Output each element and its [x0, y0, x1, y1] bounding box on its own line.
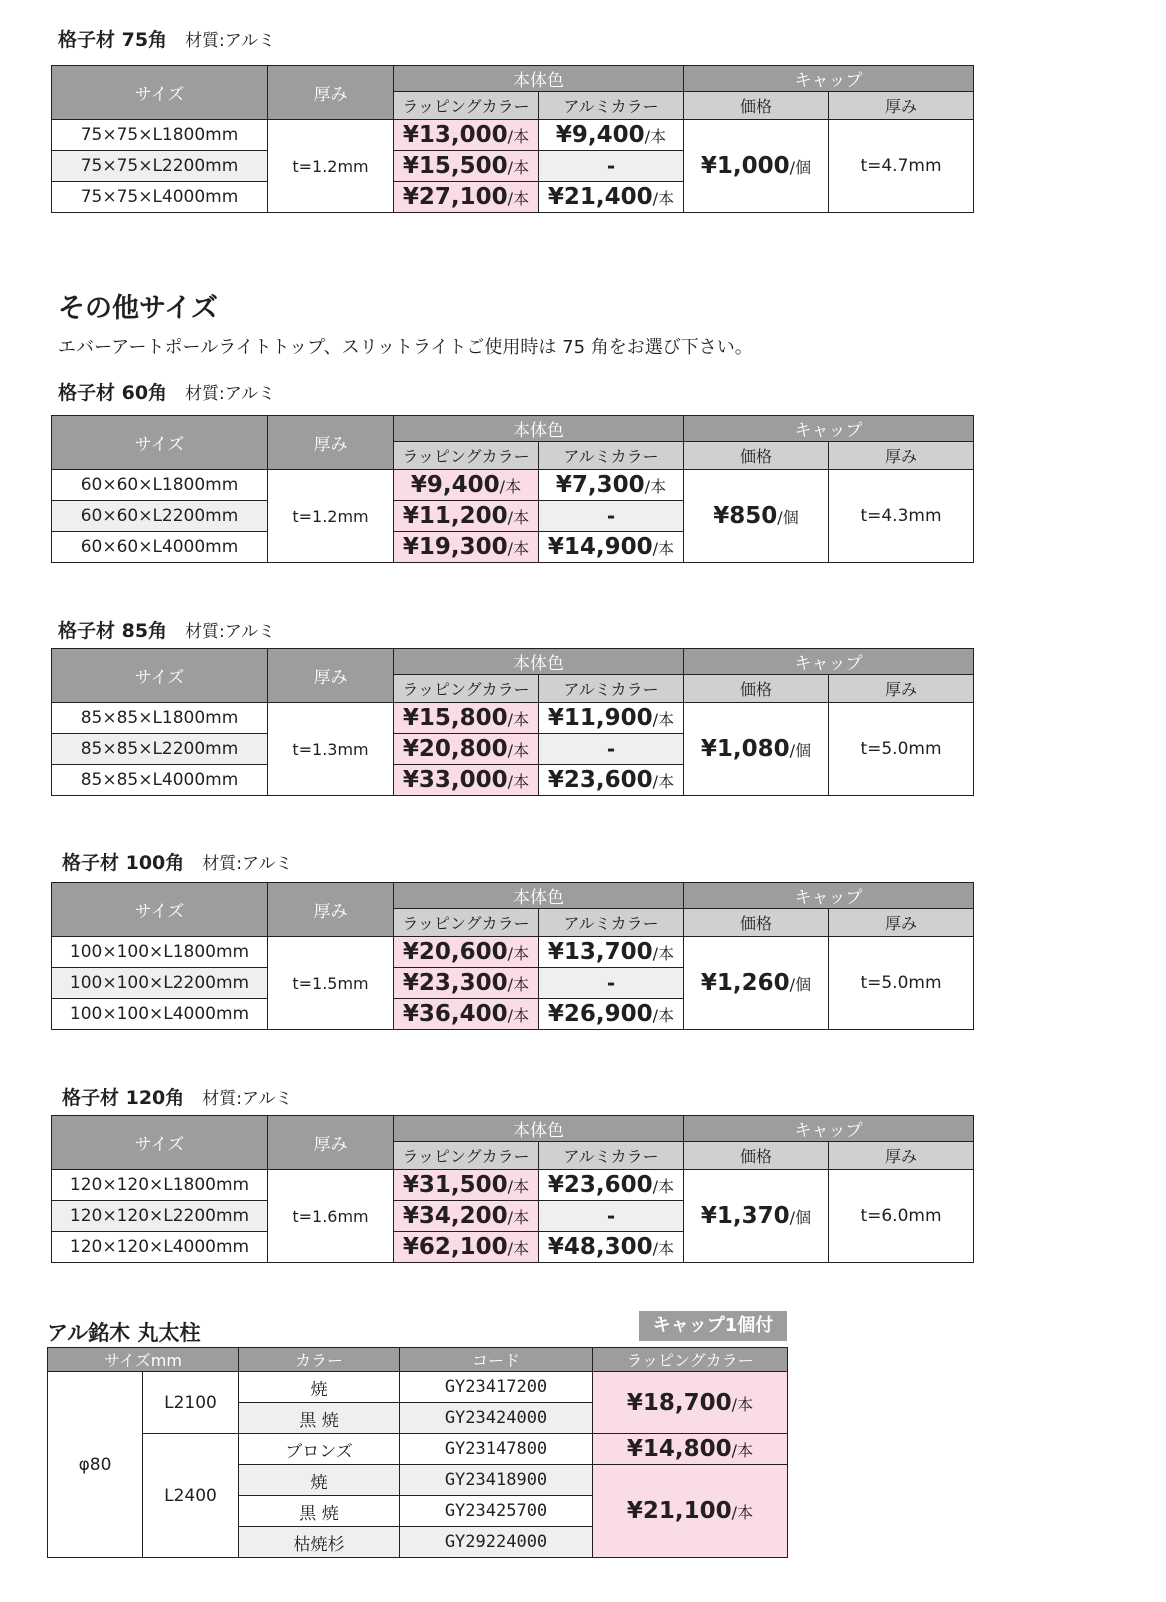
- size-cell: 60×60×L1800mm: [52, 470, 268, 501]
- header-body-color: 本体色: [394, 66, 684, 92]
- size-cell: 85×85×L2200mm: [52, 734, 268, 765]
- price-table: [51, 65, 974, 213]
- header-size: サイズ: [52, 1116, 268, 1170]
- size-cell: 100×100×L1800mm: [52, 937, 268, 968]
- wrapping-price-cell: [394, 734, 539, 765]
- price-unit: /本: [652, 1177, 675, 1196]
- table-row: [52, 1170, 974, 1201]
- wrapping-price: ¥15,500: [402, 153, 508, 179]
- header-size: サイズ: [52, 66, 268, 120]
- aluminum-price-cell: [539, 1170, 684, 1201]
- maruta-color: 枯焼杉: [239, 1527, 400, 1558]
- wrapping-price: ¥34,200: [402, 1203, 508, 1229]
- cap-thickness-cell: t=4.7mm: [829, 120, 974, 213]
- section-material: 材質:アルミ: [202, 854, 293, 874]
- aluminum-price: ¥21,400: [547, 184, 653, 210]
- aluminum-price: -: [606, 1204, 616, 1228]
- header-body-color: 本体色: [394, 883, 684, 909]
- aluminum-price-cell: [539, 765, 684, 796]
- aluminum-price: -: [606, 737, 616, 761]
- price-unit: /本: [507, 508, 530, 527]
- maruta-color: 焼: [239, 1372, 400, 1403]
- price-table: [51, 648, 974, 796]
- section-material: 材質:アルミ: [185, 31, 276, 51]
- maruta-code: GY23418900: [400, 1465, 593, 1496]
- cap-price-cell: [684, 1170, 829, 1263]
- aluminum-price-cell: [539, 1232, 684, 1263]
- other-sizes-note: エバーアートポールライトトップ、スリットライトご使用時は 75 角をお選び下さい。: [58, 337, 753, 358]
- aluminum-price-cell: [539, 470, 684, 501]
- table-row: [52, 120, 974, 151]
- aluminum-price: ¥48,300: [547, 1234, 653, 1260]
- section-title: [62, 848, 292, 875]
- header-cap: キャップ: [684, 66, 974, 92]
- price-unit: /本: [507, 1006, 530, 1025]
- section-title-text: 格子材 120角: [62, 1087, 185, 1109]
- wrapping-price: ¥19,300: [402, 534, 508, 560]
- maruta-header-color: カラー: [239, 1348, 400, 1372]
- header-cap: キャップ: [684, 1116, 974, 1142]
- section-title: [62, 1083, 292, 1110]
- header-size: サイズ: [52, 416, 268, 470]
- cap-thickness-cell: t=4.3mm: [829, 470, 974, 563]
- wrapping-price: ¥31,500: [402, 1172, 508, 1198]
- cap-price-unit: /個: [789, 975, 812, 994]
- price-unit: /本: [507, 741, 530, 760]
- price-unit: /本: [652, 539, 675, 558]
- cap-price-cell: [684, 470, 829, 563]
- thickness-cell: t=1.5mm: [268, 937, 394, 1030]
- cap-price: ¥1,080: [700, 736, 790, 762]
- aluminum-price: -: [606, 971, 616, 995]
- wrapping-price: ¥13,000: [402, 122, 508, 148]
- wrapping-price-cell: [394, 182, 539, 213]
- size-cell: 75×75×L4000mm: [52, 182, 268, 213]
- size-cell: 100×100×L4000mm: [52, 999, 268, 1030]
- header-thickness: 厚み: [268, 1116, 394, 1170]
- wrapping-price: ¥20,800: [402, 736, 508, 762]
- maruta-code: GY23424000: [400, 1403, 593, 1434]
- wrapping-price-cell: [394, 703, 539, 734]
- header-cap-price: 価格: [684, 442, 829, 470]
- wrapping-price-cell: [394, 999, 539, 1030]
- aluminum-price: ¥14,900: [547, 534, 653, 560]
- maruta-header-size: サイズmm: [48, 1348, 239, 1372]
- header-thickness: 厚み: [268, 649, 394, 703]
- cap-price-cell: [684, 120, 829, 213]
- wrapping-price: ¥20,600: [402, 939, 508, 965]
- size-cell: 85×85×L4000mm: [52, 765, 268, 796]
- header-aluminum-color: アルミカラー: [539, 675, 684, 703]
- aluminum-price-cell: [539, 734, 684, 765]
- price-table: [51, 1115, 974, 1263]
- maruta-price-cell: [593, 1372, 788, 1434]
- cap-included-badge: キャップ1個付: [639, 1311, 787, 1341]
- size-cell: 75×75×L1800mm: [52, 120, 268, 151]
- price-unit: /本: [507, 944, 530, 963]
- maruta-diameter: φ80: [48, 1372, 143, 1558]
- price-unit: /本: [644, 477, 667, 496]
- cap-price-unit: /個: [777, 508, 799, 527]
- aluminum-price-cell: [539, 999, 684, 1030]
- header-cap-thickness: 厚み: [829, 1142, 974, 1170]
- price-unit: /本: [652, 944, 675, 963]
- header-cap-thickness: 厚み: [829, 909, 974, 937]
- cap-price-cell: [684, 937, 829, 1030]
- aluminum-price: ¥26,900: [547, 1001, 653, 1027]
- header-cap-price: 価格: [684, 92, 829, 120]
- header-wrapping-color: ラッピングカラー: [394, 909, 539, 937]
- maruta-price-unit: /本: [731, 1394, 754, 1414]
- maruta-price-unit: /本: [731, 1503, 754, 1522]
- aluminum-price: -: [606, 154, 616, 178]
- price-unit: /本: [507, 772, 530, 791]
- maruta-price: ¥18,700: [626, 1389, 732, 1416]
- table-row: [52, 703, 974, 734]
- price-unit: /本: [507, 189, 530, 208]
- maruta-price-cell: [593, 1465, 788, 1558]
- header-wrapping-color: ラッピングカラー: [394, 675, 539, 703]
- wrapping-price-cell: [394, 765, 539, 796]
- price-unit: /本: [652, 1006, 675, 1025]
- aluminum-price-cell: [539, 501, 684, 532]
- cap-price-unit: /個: [789, 741, 812, 760]
- thickness-cell: t=1.2mm: [268, 470, 394, 563]
- maruta-code: GY29224000: [400, 1527, 593, 1558]
- size-cell: 85×85×L1800mm: [52, 703, 268, 734]
- price-unit: /本: [499, 477, 522, 496]
- header-size: サイズ: [52, 883, 268, 937]
- table-row: [52, 470, 974, 501]
- price-unit: /本: [507, 127, 530, 146]
- aluminum-price: ¥13,700: [547, 939, 653, 965]
- wrapping-price-cell: [394, 968, 539, 999]
- maruta-length: L2400: [143, 1434, 239, 1558]
- cap-price: ¥850: [713, 503, 778, 529]
- header-body-color: 本体色: [394, 649, 684, 675]
- price-unit: /本: [507, 158, 530, 177]
- price-unit: /本: [507, 1208, 530, 1227]
- price-unit: /本: [507, 539, 530, 558]
- price-unit: /本: [507, 710, 530, 729]
- wrapping-price-cell: [394, 1232, 539, 1263]
- header-cap-price: 価格: [684, 675, 829, 703]
- aluminum-price: ¥7,300: [555, 472, 645, 498]
- section-title-text: 格子材 85角: [58, 620, 168, 642]
- cap-price-unit: /個: [789, 1208, 812, 1227]
- cap-price-unit: /個: [789, 158, 812, 177]
- wrapping-price-cell: [394, 151, 539, 182]
- maruta-color: 黒 焼: [239, 1403, 400, 1434]
- maruta-length: L2100: [143, 1372, 239, 1434]
- wrapping-price-cell: [394, 1201, 539, 1232]
- wrapping-price: ¥27,100: [402, 184, 508, 210]
- maruta-header-wrapping: ラッピングカラー: [593, 1348, 788, 1372]
- price-table: [51, 415, 974, 563]
- section-title: [58, 378, 275, 405]
- other-sizes-heading: その他サイズ: [58, 293, 218, 324]
- cap-thickness-cell: t=5.0mm: [829, 937, 974, 1030]
- cap-price: ¥1,000: [700, 153, 790, 179]
- section-title-text: 格子材 75角: [58, 29, 168, 51]
- size-cell: 75×75×L2200mm: [52, 151, 268, 182]
- header-wrapping-color: ラッピングカラー: [394, 442, 539, 470]
- aluminum-price-cell: [539, 182, 684, 213]
- wrapping-price: ¥62,100: [402, 1234, 508, 1260]
- size-cell: 120×120×L4000mm: [52, 1232, 268, 1263]
- header-body-color: 本体色: [394, 416, 684, 442]
- section-material: 材質:アルミ: [185, 384, 276, 404]
- header-aluminum-color: アルミカラー: [539, 92, 684, 120]
- aluminum-price: -: [606, 504, 616, 528]
- maruta-code: GY23417200: [400, 1372, 593, 1403]
- header-cap: キャップ: [684, 883, 974, 909]
- size-cell: 60×60×L2200mm: [52, 501, 268, 532]
- maruta-code: GY23147800: [400, 1434, 593, 1465]
- aluminum-price-cell: [539, 703, 684, 734]
- wrapping-price-cell: [394, 470, 539, 501]
- aluminum-price: ¥9,400: [555, 122, 645, 148]
- header-cap: キャップ: [684, 649, 974, 675]
- section-title-text: 格子材 100角: [62, 852, 185, 874]
- section-material: 材質:アルミ: [185, 622, 276, 642]
- table-row: [52, 937, 974, 968]
- header-cap-thickness: 厚み: [829, 442, 974, 470]
- maruta-color: 黒 焼: [239, 1496, 400, 1527]
- thickness-cell: t=1.6mm: [268, 1170, 394, 1263]
- aluminum-price-cell: [539, 1201, 684, 1232]
- header-cap: キャップ: [684, 416, 974, 442]
- header-thickness: 厚み: [268, 416, 394, 470]
- wrapping-price: ¥33,000: [402, 767, 508, 793]
- price-unit: /本: [507, 1239, 530, 1258]
- wrapping-price: ¥9,400: [410, 472, 500, 498]
- header-aluminum-color: アルミカラー: [539, 909, 684, 937]
- cap-price: ¥1,260: [700, 970, 790, 996]
- maruta-header-code: コード: [400, 1348, 593, 1372]
- wrapping-price: ¥11,200: [402, 503, 508, 529]
- maruta-price-unit: /本: [731, 1441, 754, 1460]
- header-body-color: 本体色: [394, 1116, 684, 1142]
- maruta-price: ¥21,100: [626, 1498, 732, 1524]
- wrapping-price-cell: [394, 120, 539, 151]
- header-cap-thickness: 厚み: [829, 675, 974, 703]
- header-cap-thickness: 厚み: [829, 92, 974, 120]
- aluminum-price-cell: [539, 937, 684, 968]
- aluminum-price: ¥23,600: [547, 767, 653, 793]
- price-table: [51, 882, 974, 1030]
- header-aluminum-color: アルミカラー: [539, 1142, 684, 1170]
- aluminum-price: ¥23,600: [547, 1172, 653, 1198]
- price-unit: /本: [652, 772, 675, 791]
- maruta-color: ブロンズ: [239, 1434, 400, 1465]
- section-title: [58, 25, 275, 52]
- section-title: [58, 616, 275, 643]
- maruta-table: [47, 1347, 788, 1558]
- maruta-price: ¥14,800: [626, 1436, 732, 1462]
- size-cell: 120×120×L2200mm: [52, 1201, 268, 1232]
- cap-thickness-cell: t=6.0mm: [829, 1170, 974, 1263]
- cap-thickness-cell: t=5.0mm: [829, 703, 974, 796]
- size-cell: 60×60×L4000mm: [52, 532, 268, 563]
- price-unit: /本: [652, 1239, 675, 1258]
- cap-price: ¥1,370: [700, 1203, 790, 1229]
- section-material: 材質:アルミ: [202, 1089, 293, 1109]
- wrapping-price: ¥23,300: [402, 970, 508, 996]
- price-unit: /本: [652, 189, 675, 208]
- price-unit: /本: [652, 710, 675, 729]
- size-cell: 120×120×L1800mm: [52, 1170, 268, 1201]
- thickness-cell: t=1.3mm: [268, 703, 394, 796]
- wrapping-price: ¥36,400: [402, 1001, 508, 1027]
- header-cap-price: 価格: [684, 1142, 829, 1170]
- cap-price-cell: [684, 703, 829, 796]
- header-wrapping-color: ラッピングカラー: [394, 92, 539, 120]
- aluminum-price: ¥11,900: [547, 705, 653, 731]
- size-cell: 100×100×L2200mm: [52, 968, 268, 999]
- price-unit: /本: [644, 127, 667, 146]
- header-size: サイズ: [52, 649, 268, 703]
- aluminum-price-cell: [539, 968, 684, 999]
- price-unit: /本: [507, 975, 530, 994]
- aluminum-price-cell: [539, 120, 684, 151]
- thickness-cell: t=1.2mm: [268, 120, 394, 213]
- aluminum-price-cell: [539, 151, 684, 182]
- header-aluminum-color: アルミカラー: [539, 442, 684, 470]
- wrapping-price: ¥15,800: [402, 705, 508, 731]
- maruta-code: GY23425700: [400, 1496, 593, 1527]
- maruta-color: 焼: [239, 1465, 400, 1496]
- wrapping-price-cell: [394, 937, 539, 968]
- section-title-text: 格子材 60角: [58, 382, 168, 404]
- wrapping-price-cell: [394, 501, 539, 532]
- header-wrapping-color: ラッピングカラー: [394, 1142, 539, 1170]
- price-unit: /本: [507, 1177, 530, 1196]
- header-thickness: 厚み: [268, 883, 394, 937]
- wrapping-price-cell: [394, 532, 539, 563]
- aluminum-price-cell: [539, 532, 684, 563]
- wrapping-price-cell: [394, 1170, 539, 1201]
- header-thickness: 厚み: [268, 66, 394, 120]
- header-cap-price: 価格: [684, 909, 829, 937]
- maruta-price-cell: [593, 1434, 788, 1465]
- maruta-title: アル銘木 丸太柱: [47, 1321, 201, 1345]
